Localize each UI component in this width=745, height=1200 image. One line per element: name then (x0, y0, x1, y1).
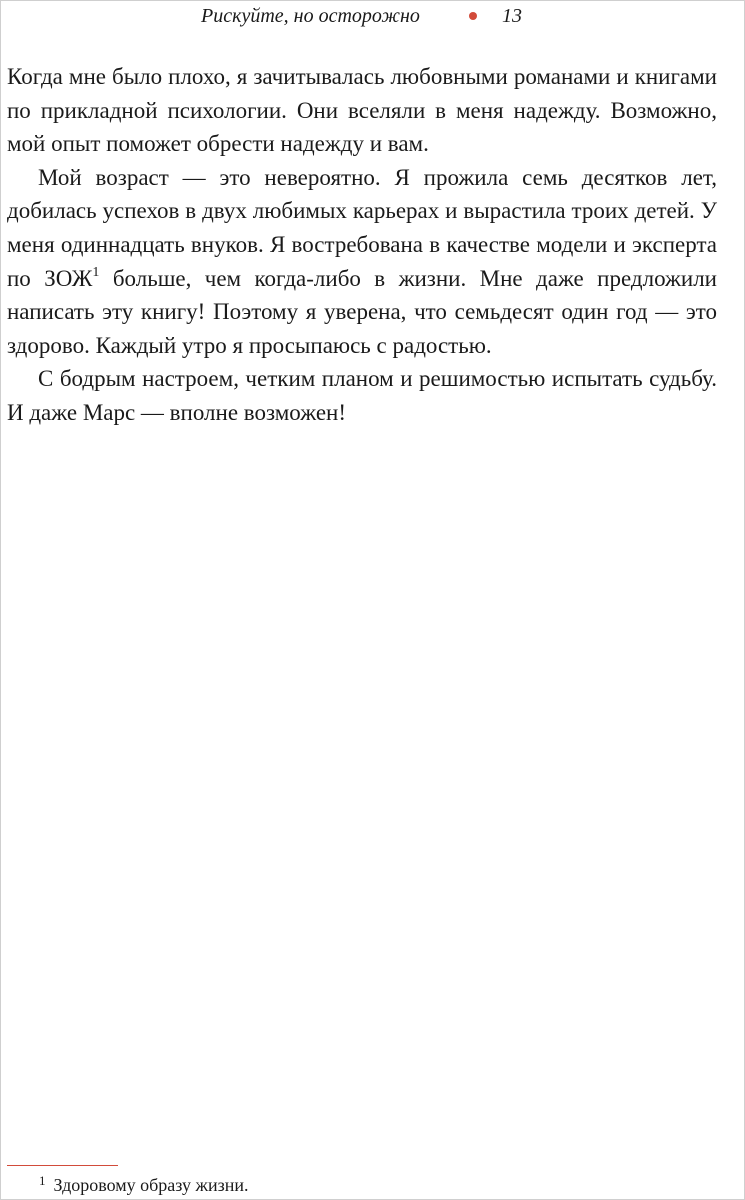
page-number: 13 (502, 5, 522, 27)
running-header (1, 5, 745, 31)
footnote-text: Здоровому образу жизни. (53, 1175, 249, 1195)
body-text (7, 60, 717, 430)
paragraph-2-part-1: Мой возраст — это невероятно. Я прожила семь десятков лет, добилась успехов в двух любимых карьерах и вырастила троих детей. У меня одиннадцать внуков. Я востребована в качестве модели и эксперта по ЗОЖ (7, 164, 717, 291)
footnote-reference[interactable]: 1 (92, 264, 100, 280)
paragraph-3: С бодрым настроем, четким планом и решимостью испытать судьбу. И даже Марс — вполне возможен! (7, 366, 717, 425)
footnote (39, 1175, 248, 1196)
bullet-separator-icon (469, 12, 477, 20)
paragraph-1: Когда мне было плохо, я зачитывалась любовными романами и книгами по прикладной психологии. Они вселяли в меня надежду. Возможно, мой опыт поможет обрести надежду и вам. (7, 64, 717, 157)
footnote-separator (7, 1165, 118, 1166)
paragraph-2 (7, 161, 717, 363)
chapter-title: Рискуйте, но осторожно (201, 5, 420, 27)
footnote-mark: 1 (39, 1173, 46, 1188)
paragraph-2-part-2: больше, чем когда-либо в жизни. Мне даже предложили написать эту книгу! Поэтому я уверена, что семьдесят один год — это здорово. Каждый утро я просыпаюсь с радостью. (7, 265, 717, 358)
